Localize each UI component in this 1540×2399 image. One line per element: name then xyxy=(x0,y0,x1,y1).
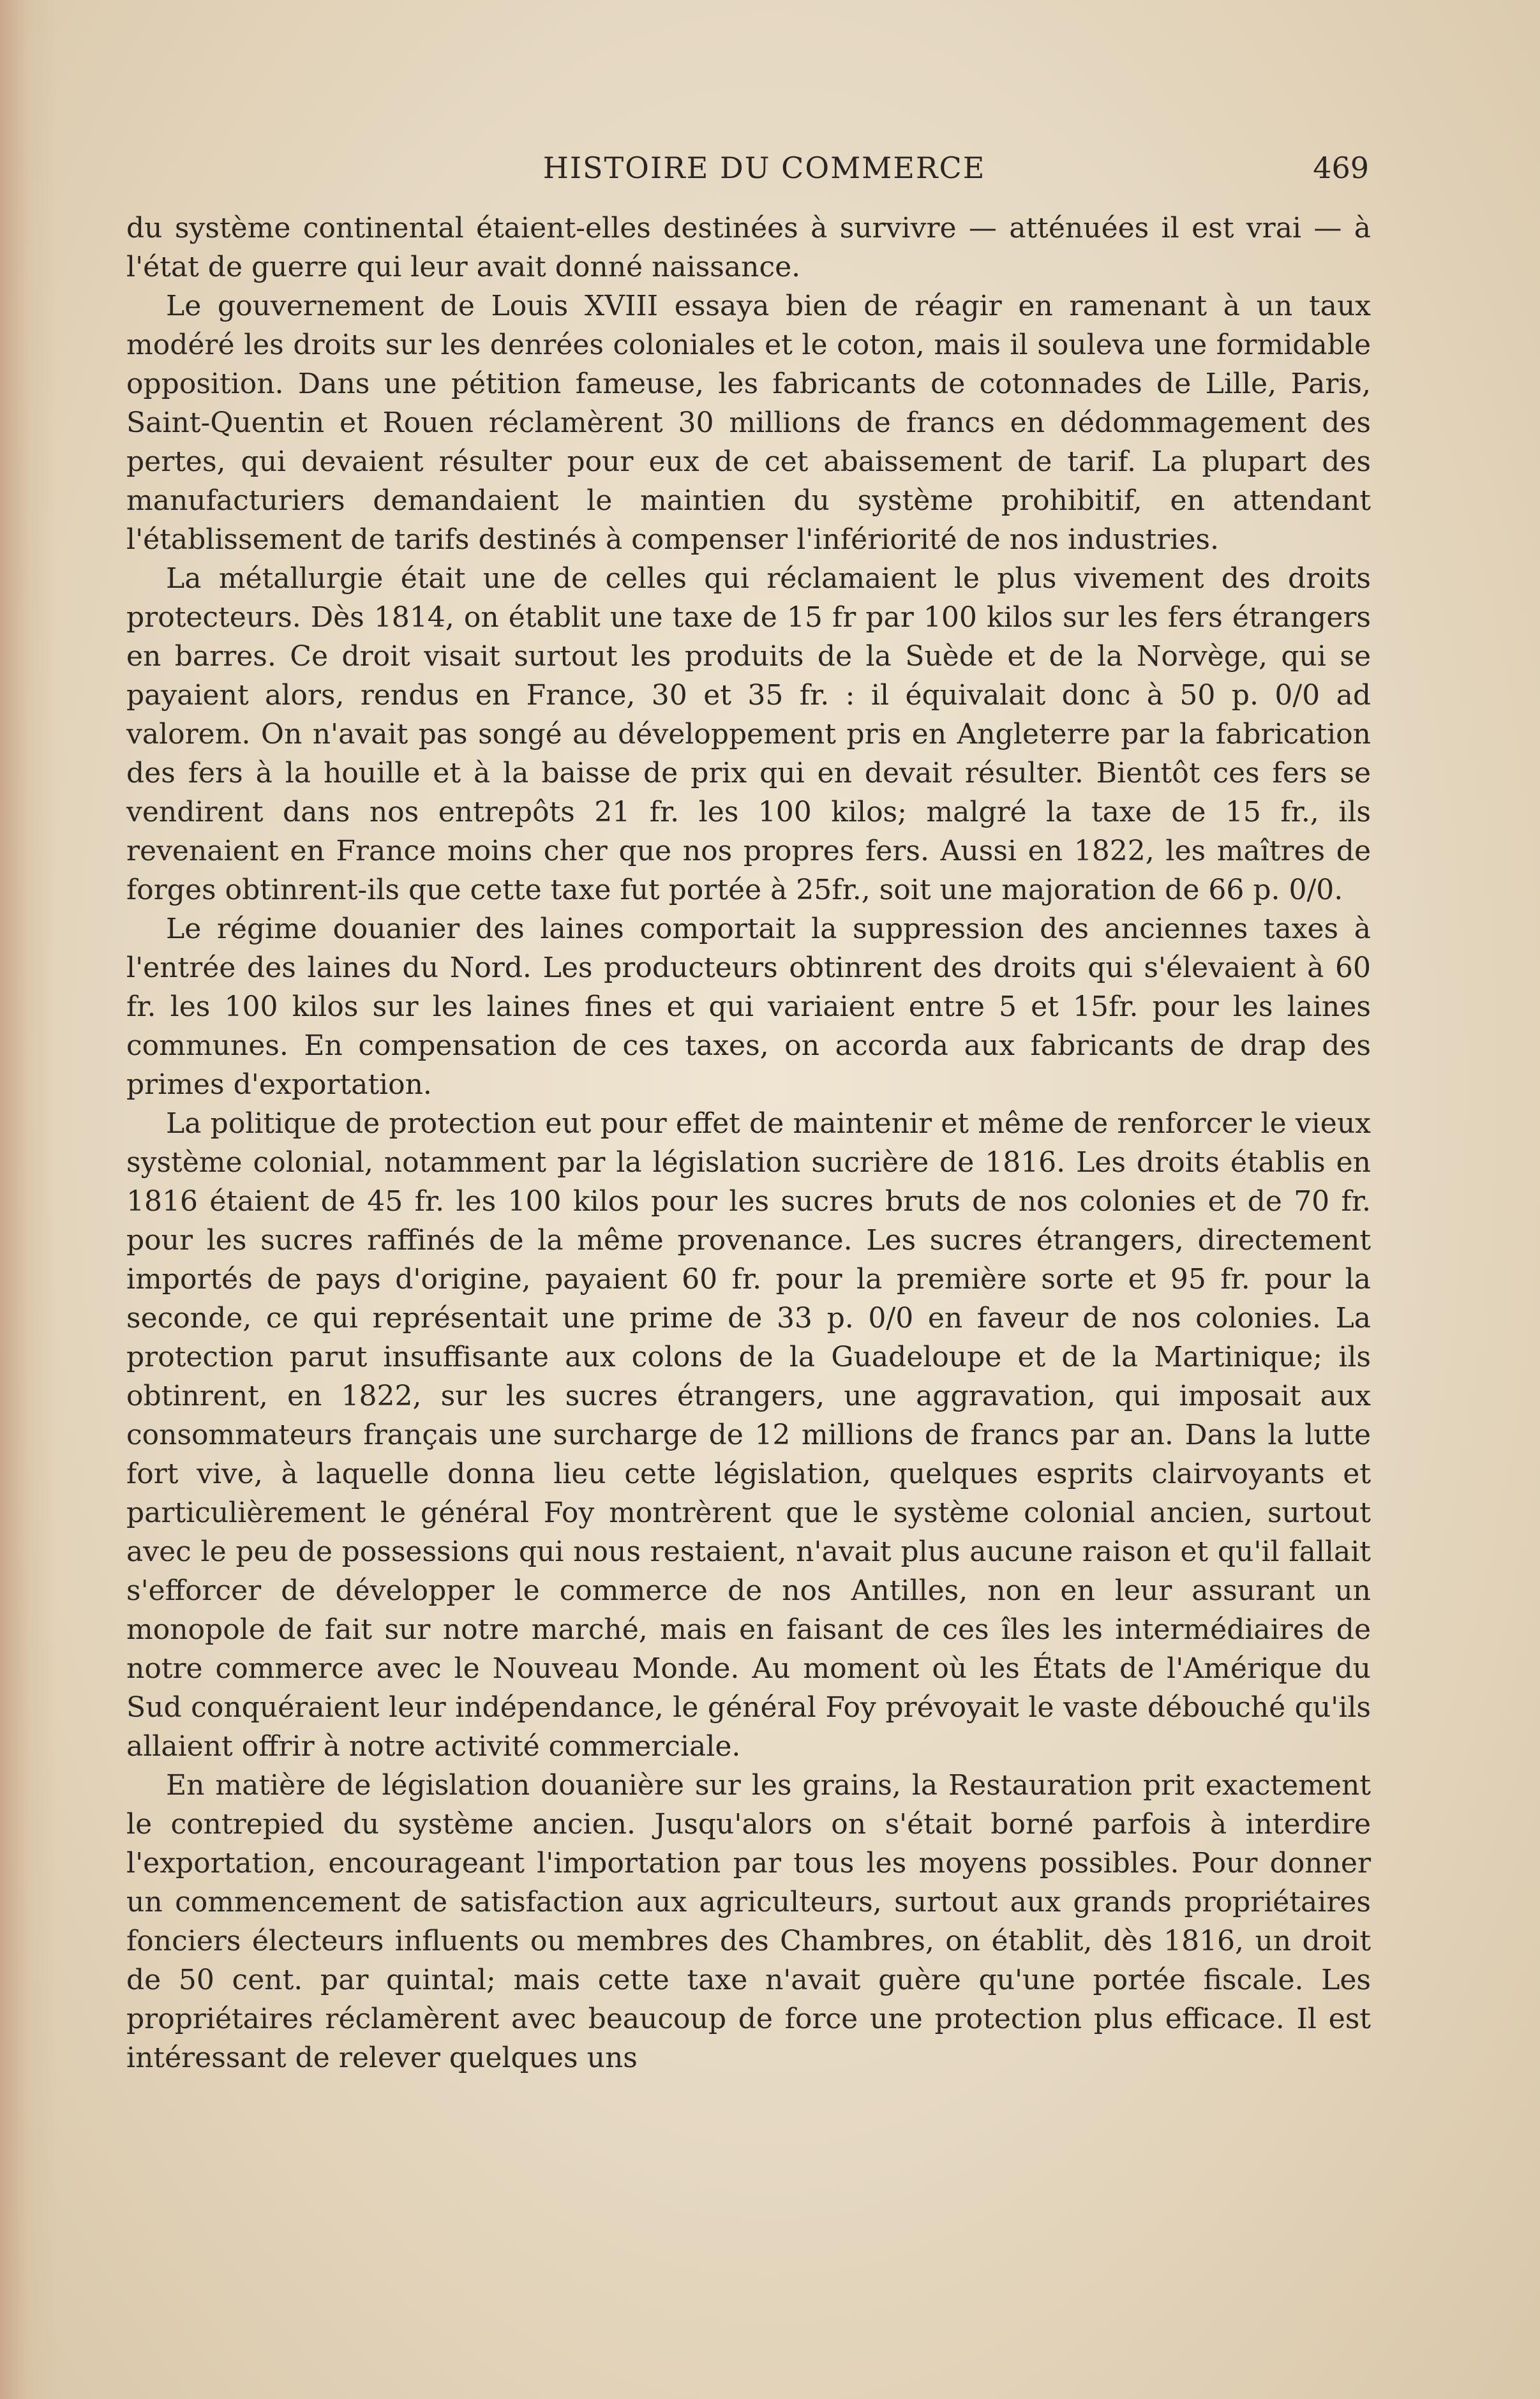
paragraph-continuation: du système continental étaient-elles destinées à survivre — atténuées il est vrai — à l'état de guerre qui leur avait donné naissance. xyxy=(126,212,1371,283)
paragraph-wool-regime: Le régime douanier des laines comportait la suppression des anciennes taxes à l'entrée des laines du Nord. Les producteurs obtinrent des droits qui s'élevaient à 60 fr. les 100 kilos sur les laines fines et qui variaient entre 5 et 15fr. pour les laines communes. En compensation de ces taxes, on accorda aux fabricants de drap des primes d'exportation. xyxy=(126,913,1371,1101)
paragraph-metallurgy: La métallurgie était une de celles qui réclamaient le plus vivement des droits protecteurs. Dès 1814, on établit une taxe de 15 fr par 100 kilos sur les fers étrangers en barres. Ce droit visait surtout les produits de la Suède et de la Norvège, qui se payaient alors, rendus en France, 30 et 35 fr. : il équivalait donc à 50 p. 0/0 ad valorem. On n'avait pas songé au développement pris en Angleterre par la fabrication des fers à la houille et à la baisse de prix qui en devait résulter. Bientôt ces fers se vendirent dans nos entrepôts 21 fr. les 100 kilos; malgré la taxe de 15 fr., ils revenaient en France moins cher que nos propres fers. Aussi en 1822, les maîtres de forges obtinrent-ils que cette taxe fut portée à 25fr., soit une majoration de 66 p. 0/0. xyxy=(126,562,1371,906)
page-number: 469 xyxy=(1313,151,1369,185)
page-edge-shadow xyxy=(0,0,57,2399)
paragraph-grain-legislation: En matière de législation douanière sur les grains, la Restauration prit exactement le contrepied du système ancien. Jusqu'alors on s'était borné parfois à interdire l'exportation, encourageant l'importation par tous les moyens possibles. Pour donner un commencement de satisfaction aux agriculteurs, surtout aux grands propriétaires fonciers électeurs influents ou membres des Chambres, on établit, dès 1816, un droit de 50 cent. par quintal; mais cette taxe n'avait guère qu'une portée fiscale. Les propriétaires réclamèrent avec beaucoup de force une protection plus efficace. Il est intéressant de relever quelques uns xyxy=(126,1769,1371,2074)
paragraph-colonial-sugar: La politique de protection eut pour effet de maintenir et même de renforcer le vieux système colonial, notamment par la législation sucrière de 1816. Les droits établis en 1816 étaient de 45 fr. les 100 kilos pour les sucres bruts de nos colonies et de 70 fr. pour les sucres raffinés de la même provenance. Les sucres étrangers, directement importés de pays d'origine, payaient 60 fr. pour la première sorte et 95 fr. pour la seconde, ce qui représentait une prime de 33 p. 0/0 en faveur de nos colonies. La protection parut insuffisante aux colons de la Guadeloupe et de la Martinique; ils obtinrent, en 1822, sur les sucres étrangers, une aggravation, qui imposait aux consommateurs français une surcharge de 12 millions de francs par an. Dans la lutte fort vive, à laquelle donna lieu cette législation, quelques esprits clairvoyants et particulièrement le général Foy montrèrent que le système colonial ancien, surtout avec le peu de possessions qui nous restaient, n'avait plus aucune raison et qu'il fallait s'efforcer de développer le commerce de nos Antilles, non en leur assurant un monopole de fait sur notre marché, mais en faisant de ces îles les intermédiaires de notre commerce avec le Nouveau Monde. Au moment où les États de l'Amérique du Sud conquéraient leur indépendance, le général Foy prévoyait le vaste débouché qu'ils allaient offrir à notre activité commerciale. xyxy=(126,1107,1371,1763)
paragraph-louis-xviii-tariffs: Le gouvernement de Louis XVIII essaya bien de réagir en ramenant à un taux modéré les droits sur les denrées coloniales et le coton, mais il souleva une formidable opposition. Dans une pétition fameuse, les fabricants de cotonnades de Lille, Paris, Saint-Quentin et Rouen réclamèrent 30 millions de francs en dédommagement des pertes, qui devaient résulter pour eux de cet abaissement de tarif. La plupart des manufacturiers demandaient le maintien du système prohibitif, en attendant l'établissement de tarifs destinés à compenser l'infériorité de nos industries. xyxy=(126,290,1371,556)
body-text xyxy=(126,209,1371,2077)
running-title: HISTOIRE DU COMMERCE xyxy=(542,151,986,185)
page-header xyxy=(121,151,1407,195)
